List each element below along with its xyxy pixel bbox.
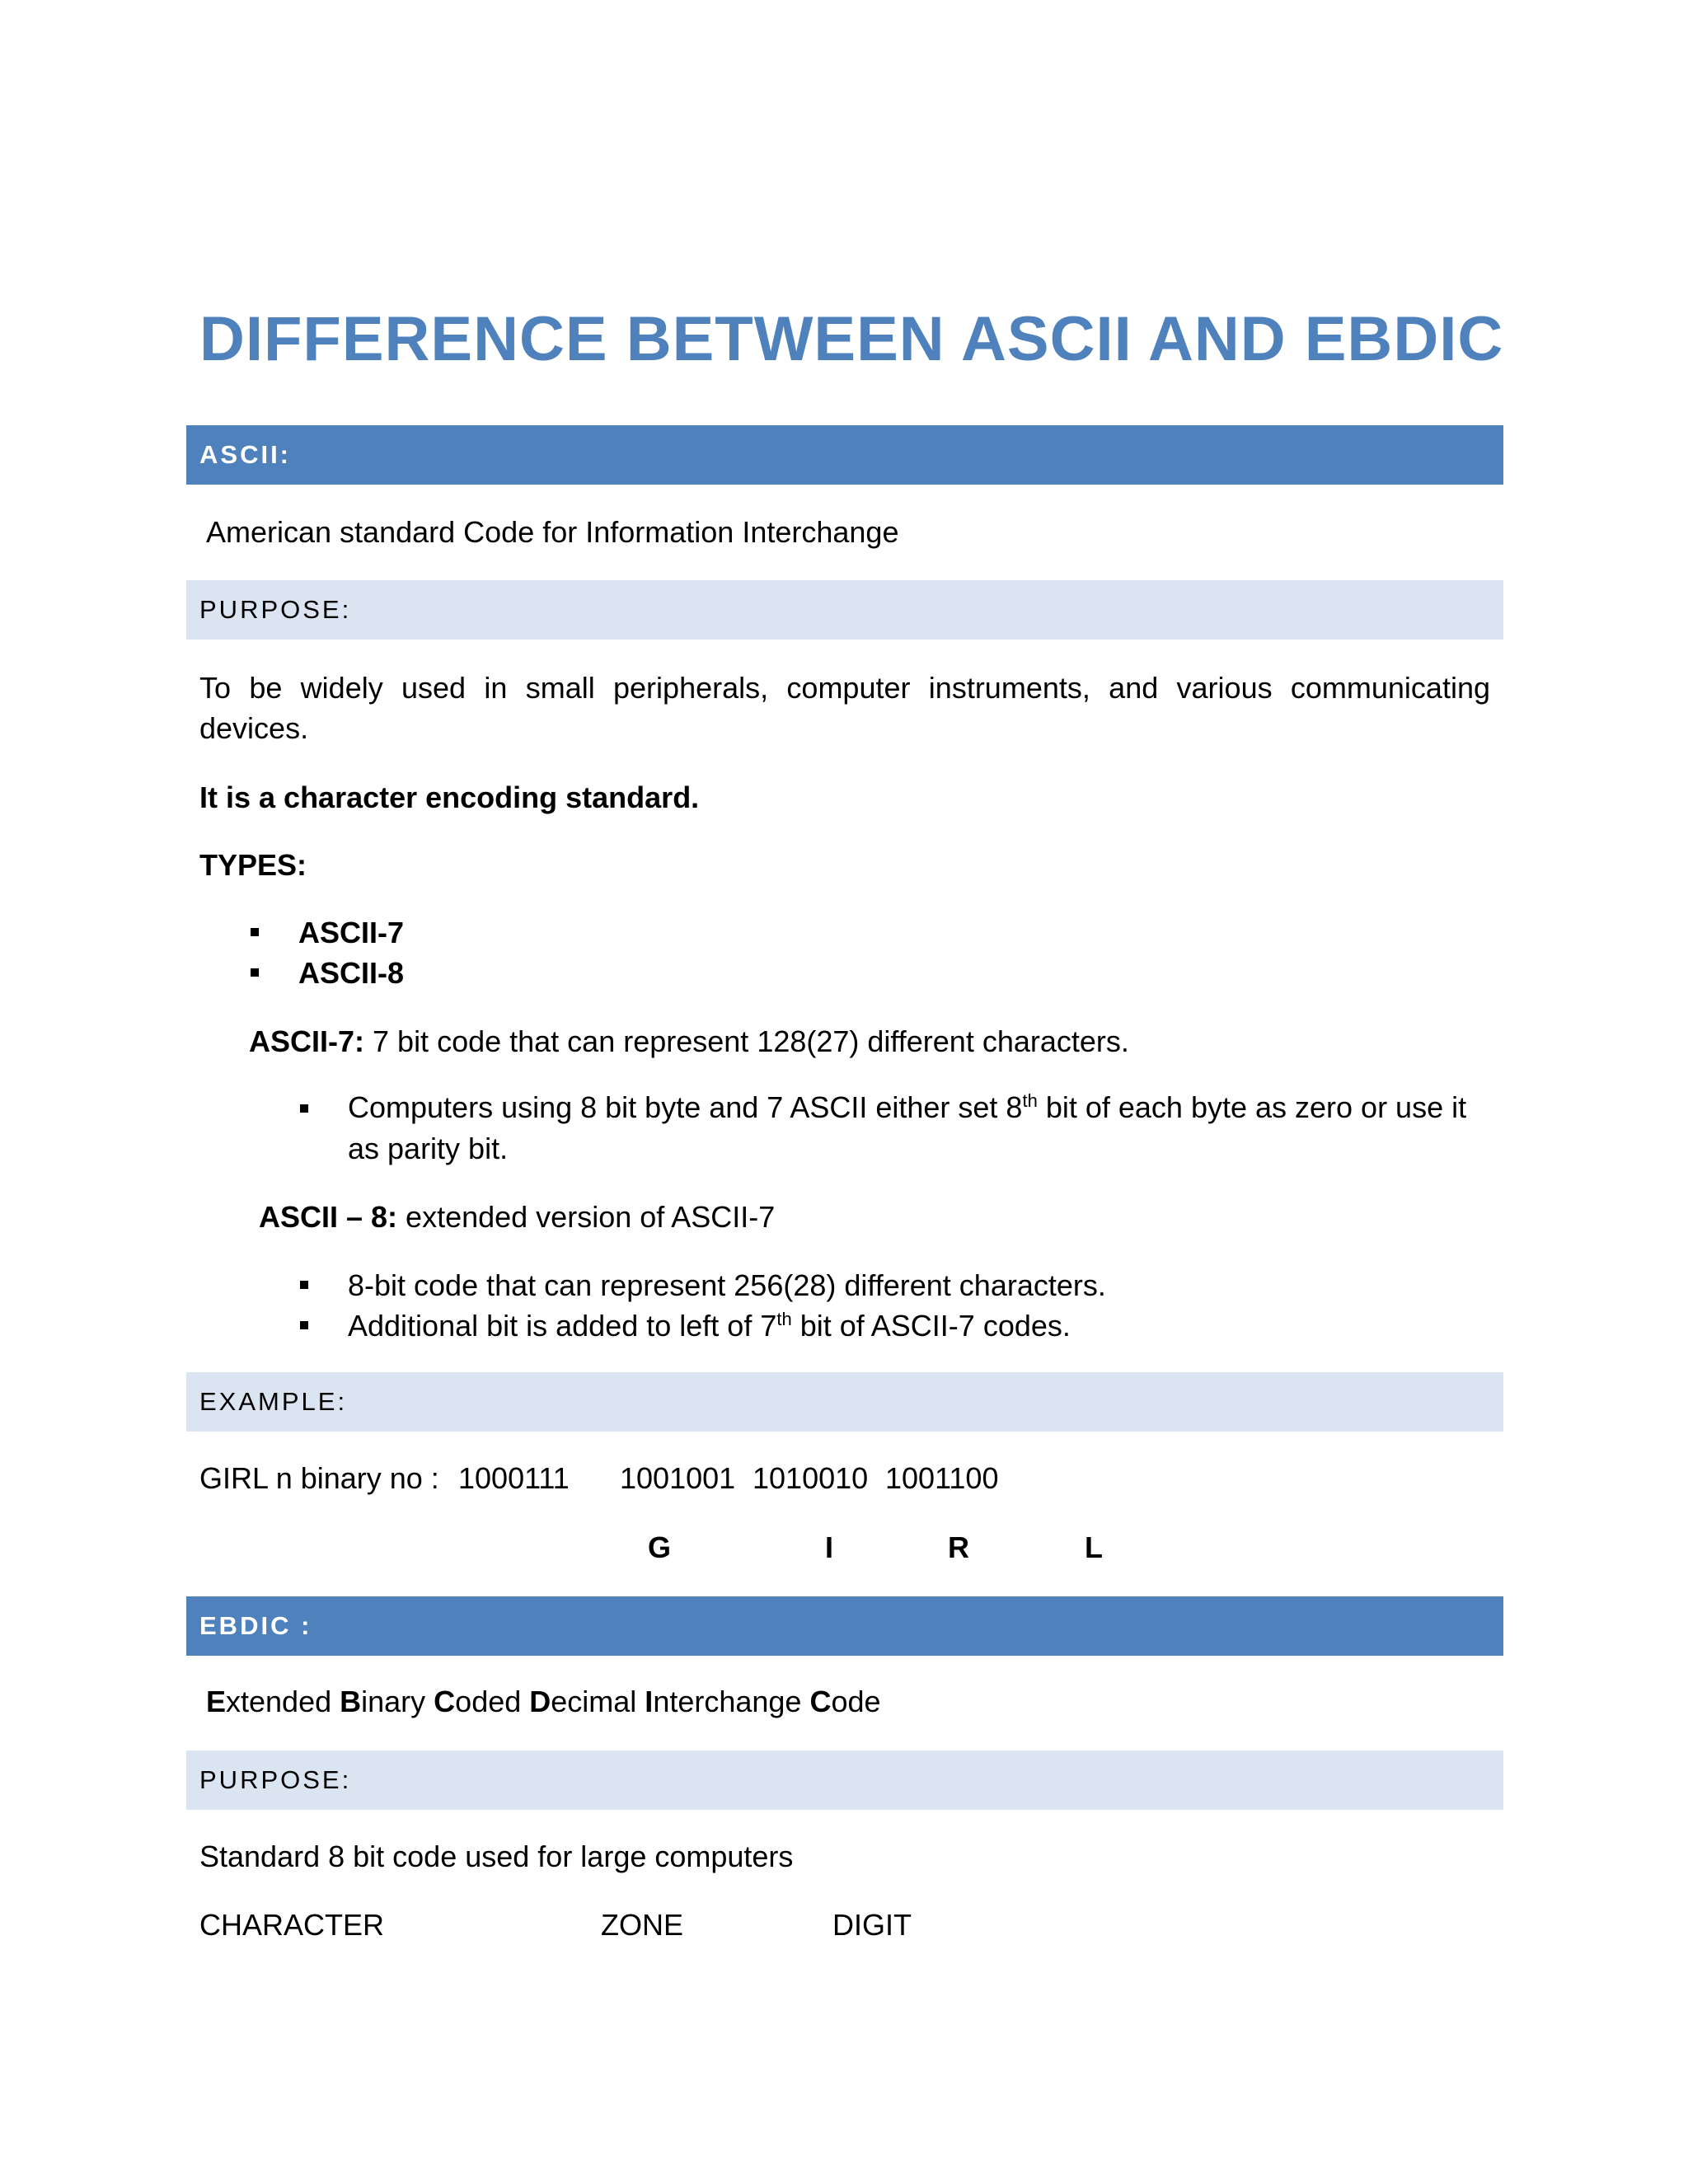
ebdic-word-rest: ecimal [551,1685,645,1718]
ascii8-bullet2-text: Additional bit is added to left of 7 [348,1309,777,1343]
ascii7-desc: 7 bit code that can represent 128(27) different characters. [364,1024,1129,1058]
ebdic-initial: I [645,1685,654,1718]
ascii-full-form: American standard Code for Information Interchange [206,515,899,549]
ebdic-word-rest: inary [361,1685,434,1718]
ascii7-bullet-line2: as parity bit. [348,1132,509,1165]
example-code: 1001001 [620,1461,736,1495]
ascii-section-header: ASCII: [186,425,1503,485]
ascii8-bullet1: 8-bit code that can represent 256(28) different characters. [348,1268,1106,1302]
ebdic-column-header: DIGIT [832,1908,912,1942]
example-letter: I [825,1530,834,1564]
bullet-icon [251,928,259,936]
example-letter: R [948,1530,969,1564]
ascii7-bullet-sup: th [1022,1090,1038,1111]
ascii8-bullet2-sup: th [776,1309,792,1329]
ebdic-purpose-text: Standard 8 bit code used for large computers [199,1840,794,1873]
ascii-purpose-text: To be widely used in small peripherals, computer instruments, and various communicating devices. [199,671,1490,745]
bullet-icon [251,968,259,977]
ascii-types-label: TYPES: [199,848,307,882]
ascii8-label: ASCII – 8: [259,1200,398,1234]
ebdic-initial: C [809,1685,832,1718]
example-code: 1000111 [458,1461,570,1495]
ascii-purpose-header: PURPOSE: [186,580,1503,640]
bullet-icon [300,1321,308,1329]
ebdic-initial: C [434,1685,456,1718]
ebdic-column-header: CHARACTER [199,1908,385,1942]
page-title: DIFFERENCE BETWEEN ASCII AND EBDIC [199,304,1504,374]
ebdic-initial: E [206,1685,227,1718]
ascii8-desc: extended version of ASCII-7 [397,1200,776,1234]
ascii8-bullet2-text-end: bit of ASCII-7 codes. [791,1309,1071,1343]
ebdic-word-rest: xtended [226,1685,340,1718]
ebdic-initial: B [340,1685,362,1718]
ebdic-purpose-header: PURPOSE: [186,1750,1503,1810]
bullet-icon [300,1104,308,1113]
ebdic-column-header: ZONE [601,1908,684,1942]
ascii7-bullet-text-end: bit of each byte as zero or use it [1037,1090,1467,1124]
ebdic-word-rest: nterchange [653,1685,810,1718]
example-label: GIRL n binary no : [199,1461,439,1495]
example-letter: G [648,1530,672,1564]
example-letter: L [1085,1530,1103,1564]
ebdic-full-form [206,1682,881,1722]
ebdic-word-rest: ode [831,1685,881,1718]
ascii-standard-note: It is a character encoding standard. [199,780,700,814]
type-item-ascii7: ASCII-7 [298,916,405,949]
ebdic-section-header: EBDIC : [186,1596,1503,1656]
ascii8-line [259,1197,775,1237]
bullet-icon [300,1281,308,1289]
example-code: 1001100 [885,1461,999,1495]
ascii7-label: ASCII-7: [249,1024,365,1058]
ebdic-initial: D [529,1685,551,1718]
ebdic-word-rest: oded [455,1685,530,1718]
example-code: 1010010 [753,1461,869,1495]
type-item-ascii8: ASCII-8 [298,956,405,990]
ascii7-bullet-line1 [348,1088,1466,1127]
example-header: EXAMPLE: [186,1372,1503,1432]
ascii7-line [249,1022,1129,1062]
ascii8-bullet2 [348,1306,1071,1346]
ascii7-bullet-text: Computers using 8 bit byte and 7 ASCII either set 8 [348,1090,1023,1124]
